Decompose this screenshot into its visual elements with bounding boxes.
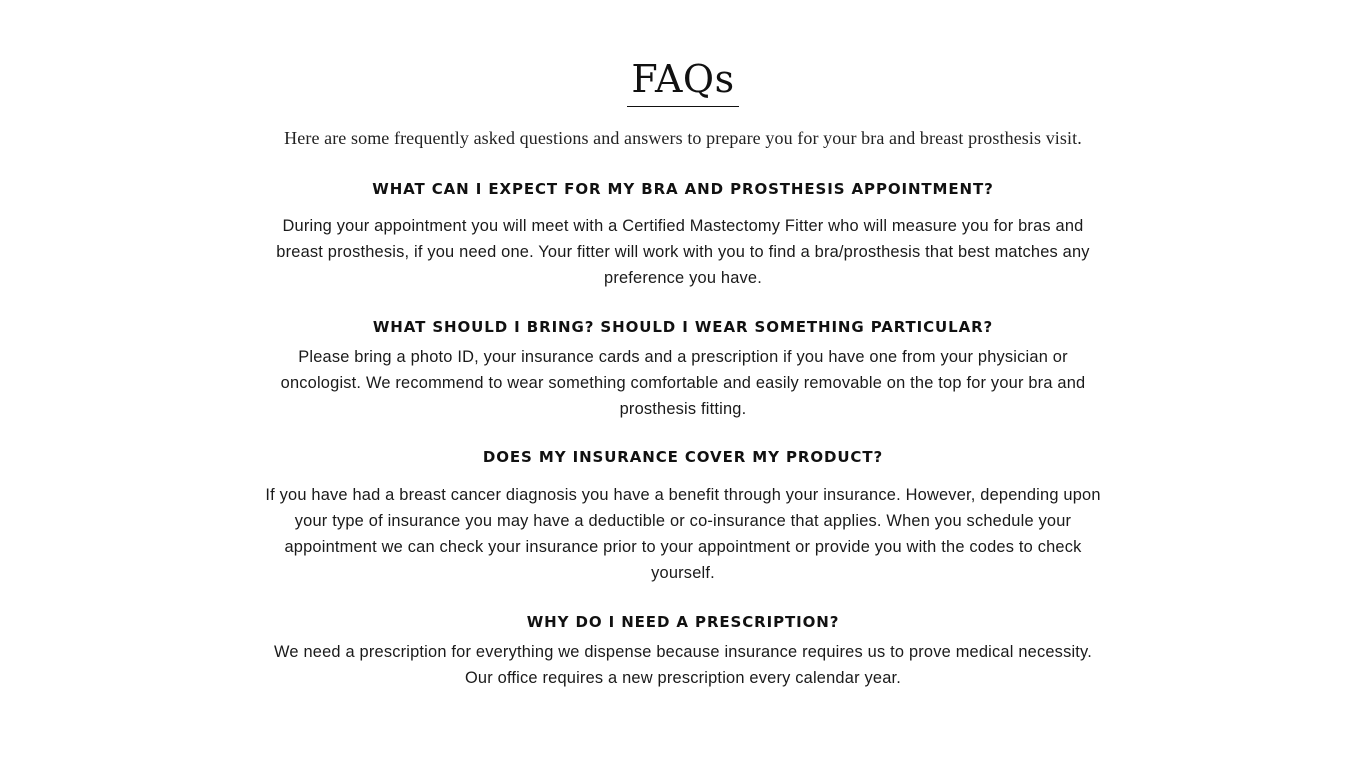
faq-answer-insurance: If you have had a breast cancer diagnosis you have a benefit through your insurance. However, depending upon your type of insurance you may have a deductible or co-insurance that applies. When you schedule your appointment we can check your insurance prior to your appointment or provide you with the codes to check yourself. [265,486,1101,582]
faq-question-insurance: DOES MY INSURANCE COVER MY PRODUCT? [482,448,884,466]
page-title: FAQs [627,56,738,107]
faq-answer-appointment: During your appointment you will meet with a Certified Mastectomy Fitter who will measure you for bras and breast prosthesis, if you need one. Your fitter will work with you to find a bra/prosthesis that best matches any preference you have. [276,217,1090,287]
faq-intro: Here are some frequently asked questions and answers to prepare you for your bra and breast prosthesis visit. [284,128,1082,148]
page-title-wrap [0,56,1366,107]
faq-answer-what-to-bring: Please bring a photo ID, your insurance cards and a prescription if you have one from your physician or oncologist. We recommend to wear something comfortable and easily removable on the top for your bra and prosthesis fitting. [280,348,1086,418]
faq-question-what-to-bring: WHAT SHOULD I BRING? SHOULD I WEAR SOMETHING PARTICULAR? [372,318,994,336]
faq-question-prescription: WHY DO I NEED A PRESCRIPTION? [526,613,840,631]
faq-question-appointment: WHAT CAN I EXPECT FOR MY BRA AND PROSTHESIS APPOINTMENT? [372,180,994,198]
faq-answer-prescription: We need a prescription for everything we dispense because insurance requires us to prove medical necessity. Our office requires a new prescription every calendar year. [274,643,1092,687]
